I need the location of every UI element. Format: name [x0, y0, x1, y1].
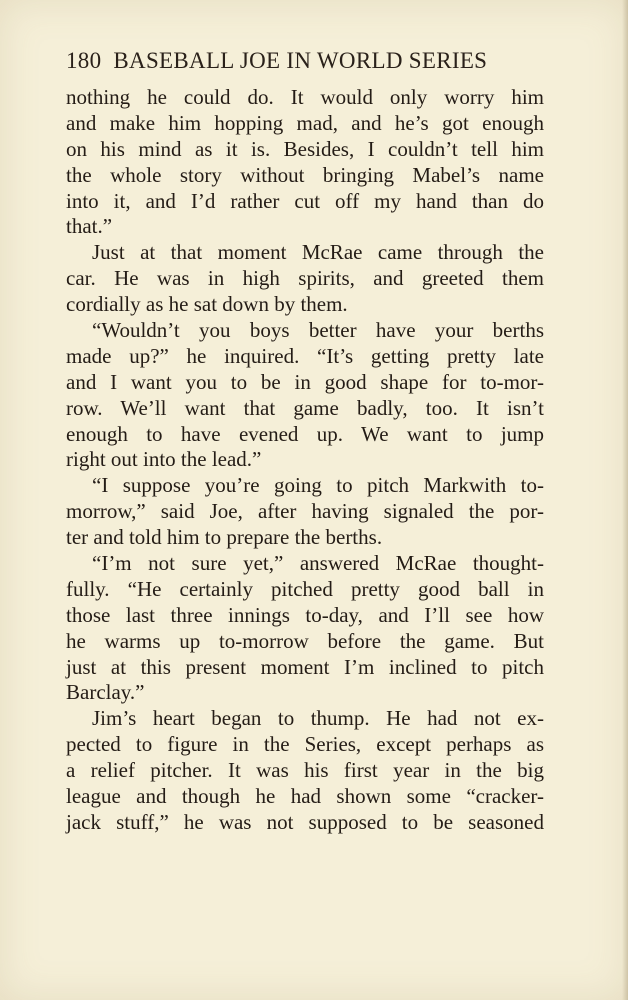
text-line: enough to have evened up. We want to jump — [66, 421, 544, 446]
text-line: into it, and I’d rather cut off my hand than do — [66, 188, 544, 213]
page-number: 180 — [66, 48, 102, 73]
text-line: that.” — [66, 214, 113, 239]
body-text — [66, 85, 544, 836]
running-head-title: BASEBALL JOE IN WORLD SERIES — [113, 48, 488, 73]
text-line: cordially as he sat down by them. — [66, 292, 348, 317]
text-line: ter and told him to prepare the berths. — [66, 525, 383, 550]
text-line: “I’m not sure yet,” answered McRae thought- — [92, 551, 544, 576]
text-line: pected to figure in the Series, except perhaps as — [66, 732, 544, 757]
text-line: nothing he could do. It would only worry him — [66, 85, 544, 109]
text-line: jack stuff,” he was not supposed to be seasoned — [66, 809, 544, 834]
text-line: right out into the lead.” — [66, 447, 262, 472]
text-line: morrow,” said Joe, after having signaled the por- — [66, 499, 544, 524]
text-line: league and though he had shown some “cracker- — [66, 784, 544, 809]
text-line: fully. “He certainly pitched pretty good ball in — [66, 576, 544, 601]
running-head — [66, 44, 546, 78]
text-line: and make him hopping mad, and he’s got enough — [66, 110, 544, 135]
text-line: just at this present moment I’m inclined to pitch — [66, 654, 544, 679]
text-line: a relief pitcher. It was his first year in the big — [66, 758, 544, 783]
text-line: the whole story without bringing Mabel’s name — [66, 162, 544, 187]
text-line: on his mind as it is. Besides, I couldn’t tell him — [66, 136, 544, 161]
text-line: “Wouldn’t you boys better have your berths — [92, 318, 544, 343]
text-line: those last three innings to-day, and I’ll see how — [66, 602, 544, 627]
text-line: Jim’s heart began to thump. He had not ex- — [92, 706, 544, 731]
page-edge-shadow — [622, 0, 628, 1000]
text-line: “I suppose you’re going to pitch Markwith to- — [92, 473, 544, 498]
text-line: row. We’ll want that game badly, too. It isn’t — [66, 395, 544, 420]
text-line: and I want you to be in good shape for to-mor- — [66, 369, 544, 394]
text-line: Barclay.” — [66, 680, 145, 705]
text-line: made up?” he inquired. “It’s getting pretty late — [66, 343, 544, 368]
text-line: he warms up to-morrow before the game. But — [66, 628, 544, 653]
text-line: car. He was in high spirits, and greeted them — [66, 266, 544, 291]
text-line: Just at that moment McRae came through the — [92, 240, 544, 265]
